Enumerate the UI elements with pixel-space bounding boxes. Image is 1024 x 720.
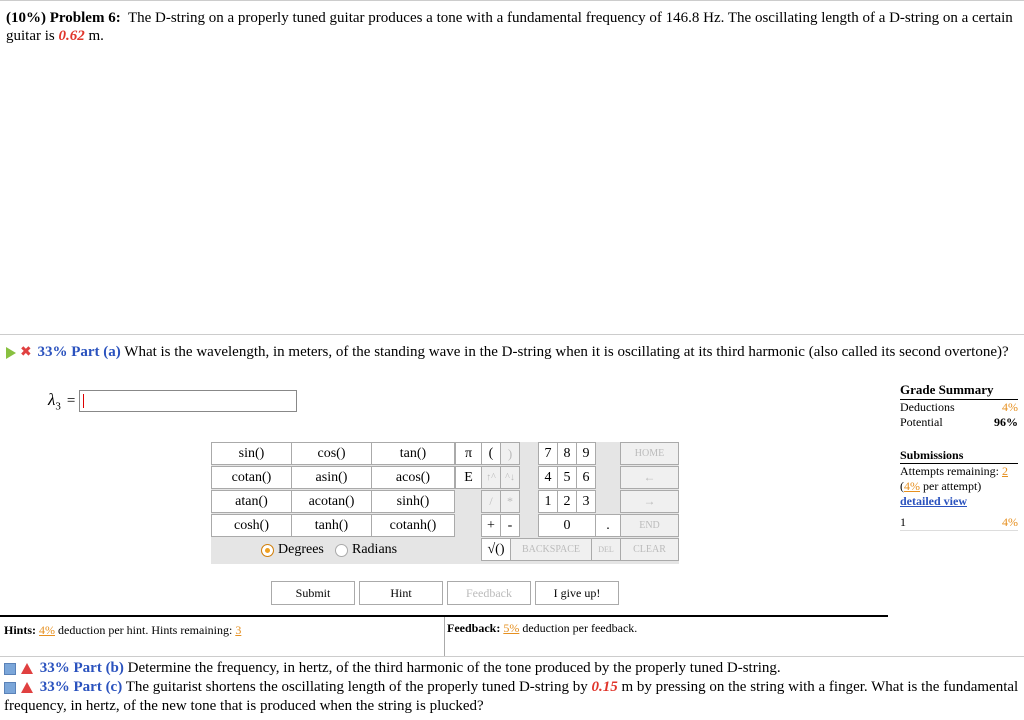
six-key[interactable]: 6 — [576, 466, 596, 489]
part-a-header — [0, 334, 1024, 362]
tan-button[interactable]: tan() — [371, 442, 455, 465]
clear-key[interactable]: CLEAR — [620, 538, 679, 561]
five-key[interactable]: 5 — [557, 466, 577, 489]
grade-summary-title: Grade Summary — [900, 382, 1018, 400]
end-key[interactable]: END — [620, 514, 679, 537]
part-a-question: What is the wavelength, in meters, of the standing wave in the D-string when it is oscillating at its third harmonic (also called its second overtone)? — [124, 344, 1009, 360]
radians-radio-icon — [335, 544, 348, 557]
give-up-button[interactable]: I give up! — [535, 581, 619, 605]
two-key[interactable]: 2 — [557, 490, 577, 513]
calculator — [211, 442, 679, 564]
backspace-key[interactable]: BACKSPACE — [510, 538, 592, 561]
string-length-value: 0.62 — [58, 28, 85, 44]
part-b-row[interactable] — [4, 659, 1020, 678]
cosh-button[interactable]: cosh() — [211, 514, 292, 537]
part-c-question-end: m by pressing on the string with a finger. What is the fundamental frequency, in hertz, of the new tone that is produced when the string is plucked? — [4, 679, 1019, 714]
up-caret-key[interactable]: ↑^ — [481, 466, 501, 489]
text-cursor — [83, 394, 84, 408]
part-b-question: Determine the frequency, in hertz, of the third harmonic of the tone produced by the properly tuned D-string. — [127, 660, 781, 676]
part-a-label: Part (a) — [71, 344, 121, 360]
grade-summary — [900, 382, 1018, 531]
cos-button[interactable]: cos() — [291, 442, 372, 465]
atan-button[interactable]: atan() — [211, 490, 292, 513]
part-b-percent: 33% — [39, 660, 70, 676]
asin-button[interactable]: asin() — [291, 466, 372, 489]
left-arrow-key[interactable]: ← — [620, 466, 679, 489]
three-key[interactable]: 3 — [576, 490, 596, 513]
part-b-label: Part (b) — [73, 660, 124, 676]
left-paren-key[interactable]: ( — [481, 442, 501, 465]
shorten-length-value: 0.15 — [591, 679, 618, 695]
acos-button[interactable]: acos() — [371, 466, 455, 489]
part-a-percent: 33% — [37, 344, 68, 360]
eight-key[interactable]: 8 — [557, 442, 577, 465]
hint-button[interactable]: Hint — [359, 581, 443, 605]
expand-arrow-icon[interactable] — [6, 347, 16, 359]
problem-label: (10%) Problem 6: — [6, 10, 121, 26]
feedback-button[interactable]: Feedback — [447, 581, 531, 605]
tanh-button[interactable]: tanh() — [291, 514, 372, 537]
sqrt-key[interactable]: √() — [481, 538, 511, 561]
answer-input[interactable] — [79, 390, 297, 412]
sinh-button[interactable]: sinh() — [371, 490, 455, 513]
part-c-percent: 33% — [39, 679, 70, 695]
home-key[interactable]: HOME — [620, 442, 679, 465]
del-key[interactable]: DEL — [591, 538, 621, 561]
right-arrow-key[interactable]: → — [620, 490, 679, 513]
zero-key[interactable]: 0 — [538, 514, 596, 537]
problem-text: The D-string on a properly tuned guitar produces a tone with a fundamental frequency of 146.8 Hz. The oscillating length of a D-string on a certain guitar is — [6, 10, 1013, 44]
pi-key[interactable]: π — [455, 442, 482, 465]
detailed-view-link[interactable]: detailed view — [900, 494, 967, 508]
hints-bar — [0, 615, 888, 655]
submit-button[interactable]: Submit — [271, 581, 355, 605]
cotanh-button[interactable]: cotanh() — [371, 514, 455, 537]
feedback-info: Feedback: 5% deduction per feedback. — [447, 621, 638, 635]
plus-key[interactable]: + — [481, 514, 501, 537]
potential-row: Potential 96% — [900, 415, 1018, 429]
e-key[interactable]: E — [455, 466, 482, 489]
divide-key[interactable]: / — [481, 490, 501, 513]
incorrect-x-icon: ✖ — [20, 344, 32, 360]
part-c-label: Part (c) — [73, 679, 123, 695]
radians-option[interactable]: Radians — [335, 542, 397, 558]
one-key[interactable]: 1 — [538, 490, 558, 513]
down-caret-key[interactable]: ^↓ — [500, 466, 520, 489]
equals-sign: = — [66, 392, 76, 409]
answer-row — [48, 390, 297, 412]
multiply-key[interactable]: * — [500, 490, 520, 513]
four-key[interactable]: 4 — [538, 466, 558, 489]
deductions-row: Deductions 4% — [900, 400, 1018, 414]
minus-key[interactable]: - — [500, 514, 520, 537]
parts-b-c — [0, 656, 1024, 718]
seven-key[interactable]: 7 — [538, 442, 558, 465]
warning-triangle-icon — [21, 663, 33, 674]
hints-info: Hints: 4% deduction per hint. Hints remaining: 3 — [4, 623, 242, 637]
right-paren-key[interactable]: ) — [500, 442, 520, 465]
sin-button[interactable]: sin() — [211, 442, 292, 465]
problem-unit: m. — [88, 28, 104, 44]
submissions-title: Submissions — [900, 448, 1018, 464]
collapsed-square-icon — [4, 682, 16, 694]
warning-triangle-icon — [21, 682, 33, 693]
degrees-radio-icon — [261, 544, 274, 557]
problem-statement — [0, 0, 1024, 334]
nine-key[interactable]: 9 — [576, 442, 596, 465]
part-c-row[interactable] — [4, 678, 1020, 716]
attempts-remaining: Attempts remaining: 2 — [900, 464, 1008, 478]
attempt-row: 1 4% — [900, 515, 1018, 529]
answer-symbol: $\lambda_3$ — [48, 390, 61, 413]
cotan-button[interactable]: cotan() — [211, 466, 292, 489]
per-attempt: (4% per attempt) — [900, 479, 982, 493]
collapsed-square-icon — [4, 663, 16, 675]
acotan-button[interactable]: acotan() — [291, 490, 372, 513]
part-c-question: The guitarist shortens the oscillating length of the properly tuned D-string by — [125, 679, 588, 695]
decimal-key[interactable]: . — [595, 514, 621, 537]
hints-divider — [444, 617, 445, 657]
degrees-option[interactable]: Degrees — [261, 542, 324, 558]
